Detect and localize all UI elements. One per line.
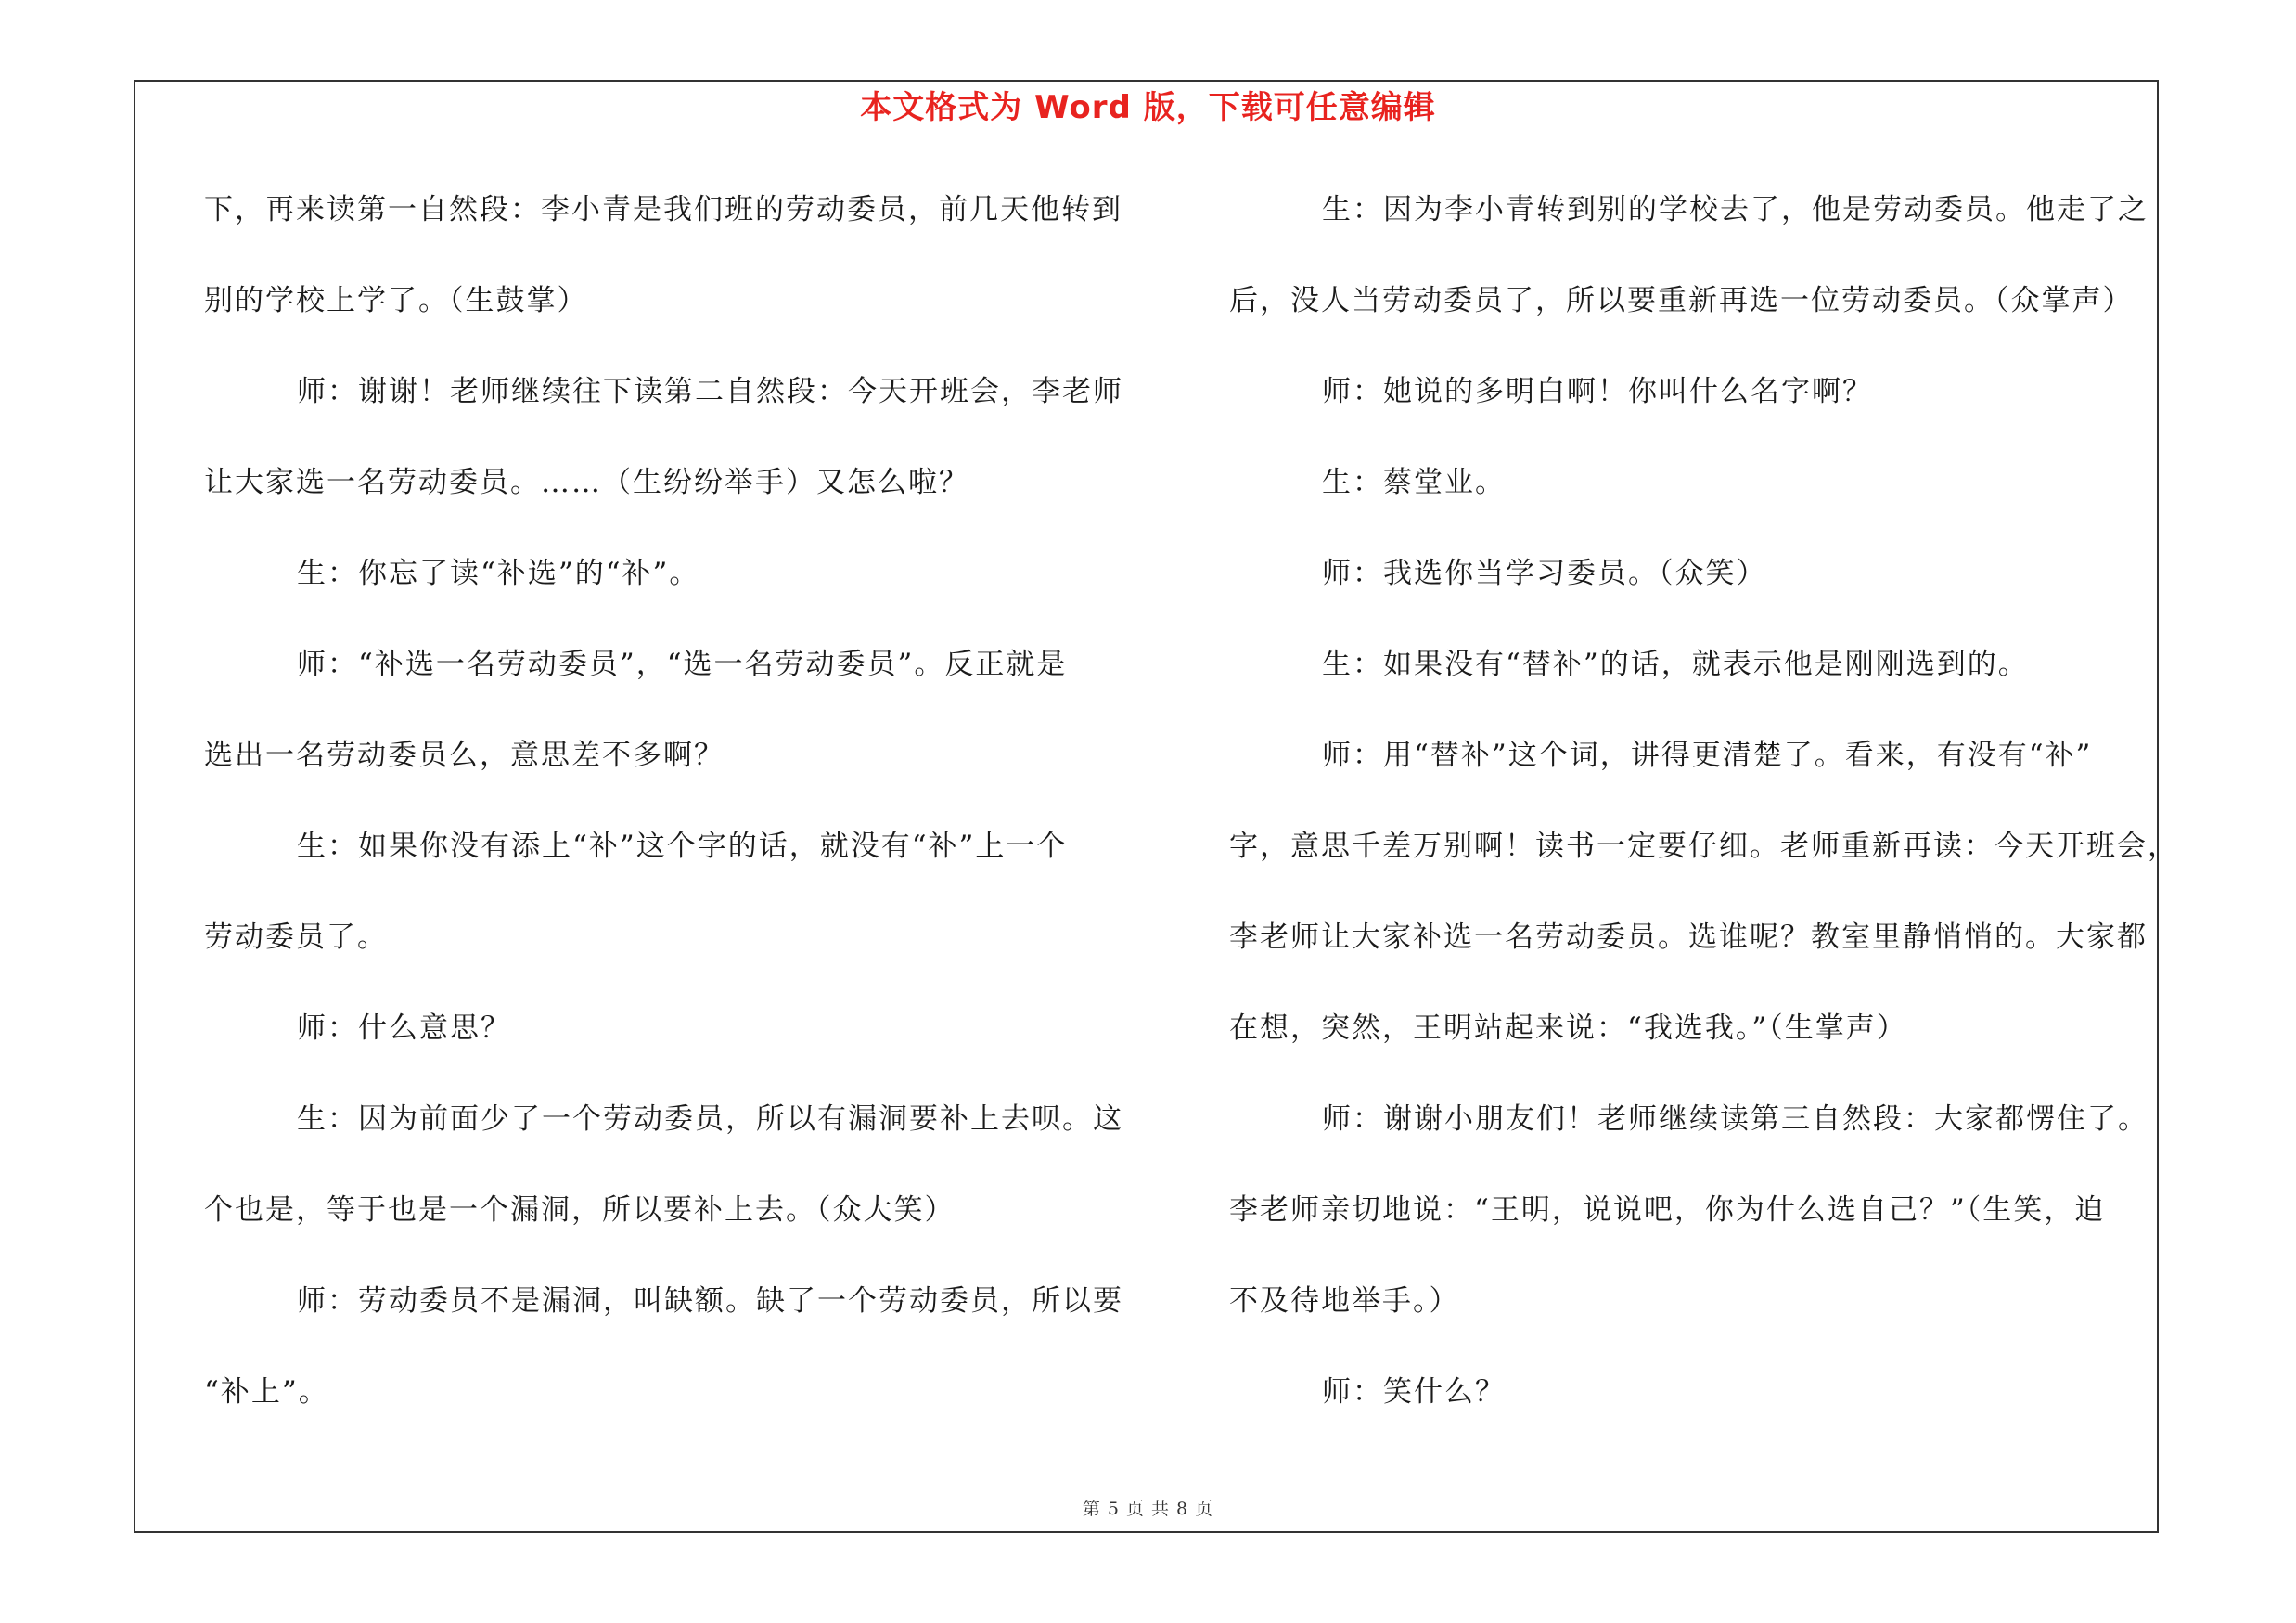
text-line: 在想，突然，王明站起来说：“我选我。”（生掌声） bbox=[1229, 1011, 1907, 1045]
text-line: 师：谢谢小朋友们！老师继续读第三自然段：大家都愣住了。 bbox=[1322, 1102, 2148, 1136]
text-line: 生：你忘了读“补选”的“补”。 bbox=[297, 557, 700, 590]
text-line: 师：“补选一名劳动委员”，“选一名劳动委员”。反正就是 bbox=[297, 648, 1068, 681]
text-line: 字，意思千差万别啊！读书一定要仔细。老师重新再读：今天开班会， bbox=[1229, 830, 2178, 863]
text-line: “补上”。 bbox=[204, 1375, 329, 1409]
text-line: 师：用“替补”这个词，讲得更清楚了。看来，有没有“补” bbox=[1322, 739, 2093, 772]
right-text-column bbox=[1229, 182, 2178, 1455]
left-text-column bbox=[204, 182, 1141, 1455]
text-line: 李老师亲切地说：“王明，说说吧，你为什么选自己？”（生笑，迫 bbox=[1229, 1193, 2106, 1227]
text-line: 生：蔡堂业。 bbox=[1322, 466, 1506, 499]
text-line: 让大家选一名劳动委员。……（生纷纷举手）又怎么啦？ bbox=[204, 466, 969, 499]
text-line: 生：因为李小青转到别的学校去了，他是劳动委员。他走了之 bbox=[1322, 193, 2148, 226]
page-header-title: 本文格式为 Word 版，下载可任意编辑 bbox=[860, 89, 1436, 126]
text-line: 下，再来读第一自然段：李小青是我们班的劳动委员，前几天他转到 bbox=[204, 193, 1122, 226]
text-line: 个也是，等于也是一个漏洞，所以要补上去。（众大笑） bbox=[204, 1193, 956, 1227]
text-line: 劳动委员了。 bbox=[204, 921, 388, 954]
text-line: 生：因为前面少了一个劳动委员，所以有漏洞要补上去呗。这 bbox=[297, 1102, 1123, 1136]
text-line: 选出一名劳动委员么，意思差不多啊？ bbox=[204, 739, 725, 772]
text-line: 师：谢谢！老师继续往下读第二自然段：今天开班会，李老师 bbox=[297, 375, 1123, 408]
page-number-footer: 第 5 页 共 8 页 bbox=[1082, 1499, 1214, 1519]
text-line: 后，没人当劳动委员了，所以要重新再选一位劳动委员。（众掌声） bbox=[1229, 284, 2134, 317]
text-line: 生：如果没有“替补”的话，就表示他是刚刚选到的。 bbox=[1322, 648, 2029, 681]
text-line: 生：如果你没有添上“补”这个字的话，就没有“补”上一个 bbox=[297, 830, 1068, 863]
text-line: 师：我选你当学习委员。（众笑） bbox=[1322, 557, 1767, 590]
text-line: 师：笑什么？ bbox=[1322, 1375, 1506, 1409]
text-line: 师：什么意思？ bbox=[297, 1011, 511, 1045]
text-line: 李老师让大家补选一名劳动委员。选谁呢？教室里静悄悄的。大家都 bbox=[1229, 921, 2148, 954]
text-line: 不及待地举手。） bbox=[1229, 1284, 1460, 1318]
text-line: 别的学校上学了。（生鼓掌） bbox=[204, 284, 588, 317]
text-line: 师：劳动委员不是漏洞，叫缺额。缺了一个劳动委员，所以要 bbox=[297, 1284, 1123, 1318]
text-line: 师：她说的多明白啊！你叫什么名字啊？ bbox=[1322, 375, 1873, 408]
